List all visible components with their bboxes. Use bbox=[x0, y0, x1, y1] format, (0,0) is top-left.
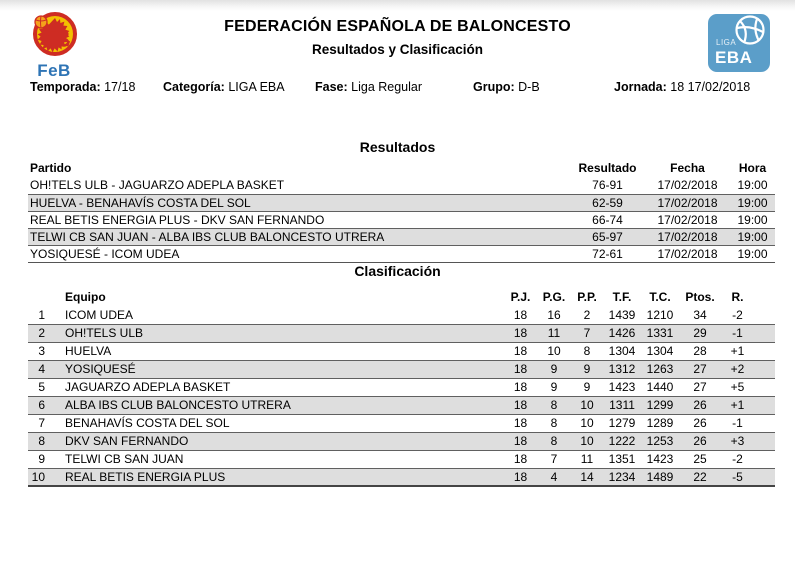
col-header-hora: Hora bbox=[738, 161, 767, 175]
col-header-resultado: Resultado bbox=[578, 161, 637, 175]
result-cell-hora: 19:00 bbox=[730, 228, 775, 245]
classification-cell-tc: 1489 bbox=[640, 468, 680, 486]
classification-cell-pj: 18 bbox=[513, 452, 528, 466]
col-header-pos bbox=[28, 287, 50, 306]
result-row bbox=[28, 245, 775, 262]
classification-cell-pj: 18 bbox=[503, 468, 538, 486]
classification-cell-pos: 5 bbox=[38, 380, 45, 394]
classification-title: Clasificación bbox=[354, 263, 441, 279]
classification-cell-pp: 11 bbox=[580, 452, 594, 466]
meta-categoria bbox=[163, 80, 285, 94]
classification-cell-pp: 9 bbox=[570, 360, 604, 378]
classification-cell-tc: 1263 bbox=[640, 360, 680, 378]
col-header-pg: P.G. bbox=[542, 289, 566, 304]
classification-cell-pos: 9 bbox=[38, 452, 45, 466]
meta-jornada-label: Jornada: bbox=[614, 80, 667, 94]
classification-cell-tc: 1304 bbox=[646, 344, 674, 358]
meta-temporada-value: 17/18 bbox=[104, 80, 136, 94]
classification-cell-equipo: JAGUARZO ADEPLA BASKET bbox=[65, 380, 231, 394]
result-cell-fecha: 17/02/2018 bbox=[645, 194, 730, 211]
classification-cell-pp: 2 bbox=[583, 307, 591, 322]
meta-fase bbox=[315, 80, 422, 94]
classification-row bbox=[28, 360, 775, 378]
classification-cell-equipo: TELWI CB SAN JUAN bbox=[65, 452, 184, 466]
classification-cell-pp: 10 bbox=[580, 416, 594, 430]
classification-cell-pj: 18 bbox=[513, 416, 528, 430]
col-header-ptos: Ptos. bbox=[685, 289, 715, 304]
classification-cell-equipo: REAL BETIS ENERGIA PLUS bbox=[50, 468, 503, 486]
classification-cell-pg: 9 bbox=[538, 360, 570, 378]
classification-cell-ptos: 34 bbox=[693, 307, 707, 322]
results-table bbox=[28, 159, 775, 263]
classification-cell-ptos: 26 bbox=[693, 416, 707, 430]
classification-cell-pos: 3 bbox=[38, 344, 45, 358]
classification-cell-tf: 1222 bbox=[604, 432, 640, 450]
classification-row bbox=[28, 396, 775, 414]
meta-fase-label: Fase: bbox=[315, 80, 348, 94]
result-cell-partido: YOSIQUESÉ - ICOM UDEA bbox=[30, 246, 180, 261]
eba-logo-eba-label: EBA bbox=[715, 48, 753, 67]
classification-cell-r: -1 bbox=[720, 324, 775, 342]
results-title: Resultados bbox=[359, 139, 436, 155]
classification-cell-tf: 1351 bbox=[608, 452, 636, 466]
classification-cell-ptos: 27 bbox=[680, 360, 720, 378]
result-cell-fecha: 17/02/2018 bbox=[657, 212, 718, 227]
classification-cell-tf: 1311 bbox=[604, 396, 640, 414]
classification-cell-tc: 1289 bbox=[646, 416, 674, 430]
classification-cell-r: -1 bbox=[732, 416, 743, 430]
classification-cell-equipo: BENAHAVÍS COSTA DEL SOL bbox=[65, 416, 230, 430]
page-subtitle: Resultados y Clasificación bbox=[311, 42, 484, 57]
classification-cell-pos: 10 bbox=[28, 468, 50, 486]
classification-row bbox=[28, 414, 775, 432]
result-cell-resultado: 66-74 bbox=[592, 212, 623, 227]
classification-cell-r: +1 bbox=[730, 344, 745, 358]
result-row bbox=[28, 177, 775, 194]
classification-cell-pg: 8 bbox=[550, 416, 558, 430]
eba-logo-liga-label: LIGA bbox=[716, 38, 737, 47]
results-header-row bbox=[28, 159, 775, 177]
classification-cell-equipo: YOSIQUESÉ bbox=[50, 360, 503, 378]
classification-cell-pp: 8 bbox=[583, 344, 591, 358]
classification-cell-pj: 18 bbox=[503, 396, 538, 414]
classification-cell-pg: 8 bbox=[538, 432, 570, 450]
meta-categoria-label: Categoría: bbox=[163, 80, 225, 94]
classification-cell-pg: 9 bbox=[550, 380, 558, 394]
result-cell-resultado: 76-91 bbox=[592, 178, 623, 193]
classification-cell-r: +3 bbox=[720, 432, 775, 450]
result-cell-fecha: 17/02/2018 bbox=[657, 178, 718, 193]
classification-cell-pp: 14 bbox=[570, 468, 604, 486]
classification-cell-equipo: HUELVA bbox=[65, 344, 112, 358]
classification-cell-tf: 1439 bbox=[608, 307, 636, 322]
result-cell-fecha: 17/02/2018 bbox=[657, 246, 718, 261]
classification-cell-pp: 10 bbox=[570, 432, 604, 450]
col-header-pj: P.J. bbox=[510, 289, 531, 304]
feb-logo-text: FeB bbox=[37, 61, 71, 80]
meta-jornada-value: 18 17/02/2018 bbox=[670, 80, 751, 94]
meta-jornada bbox=[614, 80, 750, 94]
classification-cell-r: +5 bbox=[730, 380, 745, 394]
result-cell-hora: 19:00 bbox=[737, 246, 768, 261]
classification-cell-pos: 6 bbox=[28, 396, 50, 414]
classification-cell-tc: 1331 bbox=[640, 324, 680, 342]
classification-cell-ptos: 27 bbox=[693, 380, 707, 394]
classification-cell-pos: 2 bbox=[28, 324, 50, 342]
meta-bar bbox=[0, 80, 795, 96]
col-header-fecha: Fecha bbox=[670, 161, 705, 175]
classification-cell-pos: 7 bbox=[38, 416, 45, 430]
classification-row bbox=[28, 468, 775, 486]
result-cell-partido: HUELVA - BENAHAVÍS COSTA DEL SOL bbox=[28, 194, 570, 211]
col-header-equipo: Equipo bbox=[65, 289, 106, 304]
col-header-partido: Partido bbox=[30, 161, 72, 175]
classification-cell-pj: 18 bbox=[503, 360, 538, 378]
classification-cell-tf: 1312 bbox=[604, 360, 640, 378]
classification-cell-tf: 1423 bbox=[608, 380, 636, 394]
classification-cell-equipo: DKV SAN FERNANDO bbox=[50, 432, 503, 450]
result-row bbox=[28, 211, 775, 228]
liga-eba-logo bbox=[708, 14, 770, 72]
classification-cell-ptos: 28 bbox=[693, 344, 707, 358]
classification-cell-tc: 1423 bbox=[646, 452, 674, 466]
classification-row bbox=[28, 324, 775, 342]
meta-temporada bbox=[30, 80, 135, 94]
classification-row bbox=[28, 450, 775, 468]
result-row bbox=[28, 228, 775, 245]
classification-cell-pp: 7 bbox=[570, 324, 604, 342]
classification-header-row bbox=[28, 287, 775, 306]
result-cell-resultado: 72-61 bbox=[592, 246, 623, 261]
top-edge-gradient bbox=[0, 0, 795, 11]
result-cell-fecha: 17/02/2018 bbox=[645, 228, 730, 245]
classification-cell-pg: 8 bbox=[538, 396, 570, 414]
classification-cell-pos: 8 bbox=[28, 432, 50, 450]
classification-cell-equipo: ICOM UDEA bbox=[65, 307, 134, 322]
classification-cell-pj: 18 bbox=[503, 432, 538, 450]
classification-cell-r: +1 bbox=[720, 396, 775, 414]
result-cell-hora: 19:00 bbox=[737, 178, 768, 193]
meta-temporada-label: Temporada: bbox=[30, 80, 101, 94]
classification-cell-pj: 18 bbox=[503, 324, 538, 342]
classification-row bbox=[28, 378, 775, 396]
classification-cell-tf: 1234 bbox=[604, 468, 640, 486]
classification-cell-ptos: 25 bbox=[693, 452, 707, 466]
classification-cell-tf: 1304 bbox=[608, 344, 636, 358]
classification-cell-ptos: 26 bbox=[680, 396, 720, 414]
result-cell-hora: 19:00 bbox=[730, 194, 775, 211]
meta-categoria-value: LIGA EBA bbox=[228, 80, 285, 94]
meta-grupo bbox=[473, 80, 540, 94]
classification-cell-pg: 7 bbox=[550, 452, 558, 466]
classification-cell-pos: 4 bbox=[28, 360, 50, 378]
result-cell-partido: REAL BETIS ENERGIA PLUS - DKV SAN FERNANDO bbox=[30, 212, 325, 227]
classification-cell-pj: 18 bbox=[513, 344, 528, 358]
classification-cell-pg: 11 bbox=[538, 324, 570, 342]
result-cell-partido: OH!TELS ULB - JAGUARZO ADEPLA BASKET bbox=[30, 178, 285, 193]
classification-cell-r: -5 bbox=[720, 468, 775, 486]
classification-cell-pj: 18 bbox=[513, 380, 528, 394]
col-header-tc: T.C. bbox=[649, 289, 671, 304]
result-cell-hora: 19:00 bbox=[737, 212, 768, 227]
col-header-pp: P.P. bbox=[577, 289, 597, 304]
classification-cell-pp: 9 bbox=[583, 380, 591, 394]
page-title: FEDERACIÓN ESPAÑOLA DE BALONCESTO bbox=[224, 18, 571, 35]
classification-row bbox=[28, 342, 775, 360]
classification-cell-tf: 1279 bbox=[608, 416, 636, 430]
classification-cell-ptos: 29 bbox=[680, 324, 720, 342]
classification-row bbox=[28, 306, 775, 324]
classification-cell-equipo: ALBA IBS CLUB BALONCESTO UTRERA bbox=[50, 396, 503, 414]
col-header-tf: T.F. bbox=[612, 289, 632, 304]
classification-cell-r: +2 bbox=[720, 360, 775, 378]
classification-table bbox=[28, 287, 775, 487]
classification-cell-tc: 1210 bbox=[646, 307, 674, 322]
classification-cell-ptos: 26 bbox=[680, 432, 720, 450]
classification-cell-tc: 1299 bbox=[640, 396, 680, 414]
classification-row bbox=[28, 432, 775, 450]
result-cell-partido: TELWI CB SAN JUAN - ALBA IBS CLUB BALONCESTO UTRERA bbox=[28, 228, 570, 245]
classification-cell-ptos: 22 bbox=[680, 468, 720, 486]
classification-cell-pg: 4 bbox=[538, 468, 570, 486]
result-row bbox=[28, 194, 775, 211]
meta-grupo-value: D-B bbox=[518, 80, 540, 94]
classification-cell-r: -2 bbox=[732, 307, 743, 322]
classification-cell-pg: 10 bbox=[547, 344, 561, 358]
meta-grupo-label: Grupo: bbox=[473, 80, 515, 94]
meta-fase-value: Liga Regular bbox=[351, 80, 423, 94]
classification-cell-pp: 10 bbox=[570, 396, 604, 414]
classification-cell-r: -2 bbox=[732, 452, 743, 466]
classification-cell-pj: 18 bbox=[513, 307, 528, 322]
classification-cell-pg: 16 bbox=[547, 307, 561, 322]
col-header-r: R. bbox=[731, 289, 744, 304]
result-cell-resultado: 65-97 bbox=[570, 228, 645, 245]
result-cell-resultado: 62-59 bbox=[570, 194, 645, 211]
classification-cell-equipo: OH!TELS ULB bbox=[50, 324, 503, 342]
classification-cell-tc: 1253 bbox=[640, 432, 680, 450]
classification-cell-pos: 1 bbox=[38, 307, 45, 322]
classification-cell-tf: 1426 bbox=[604, 324, 640, 342]
classification-cell-tc: 1440 bbox=[646, 380, 674, 394]
